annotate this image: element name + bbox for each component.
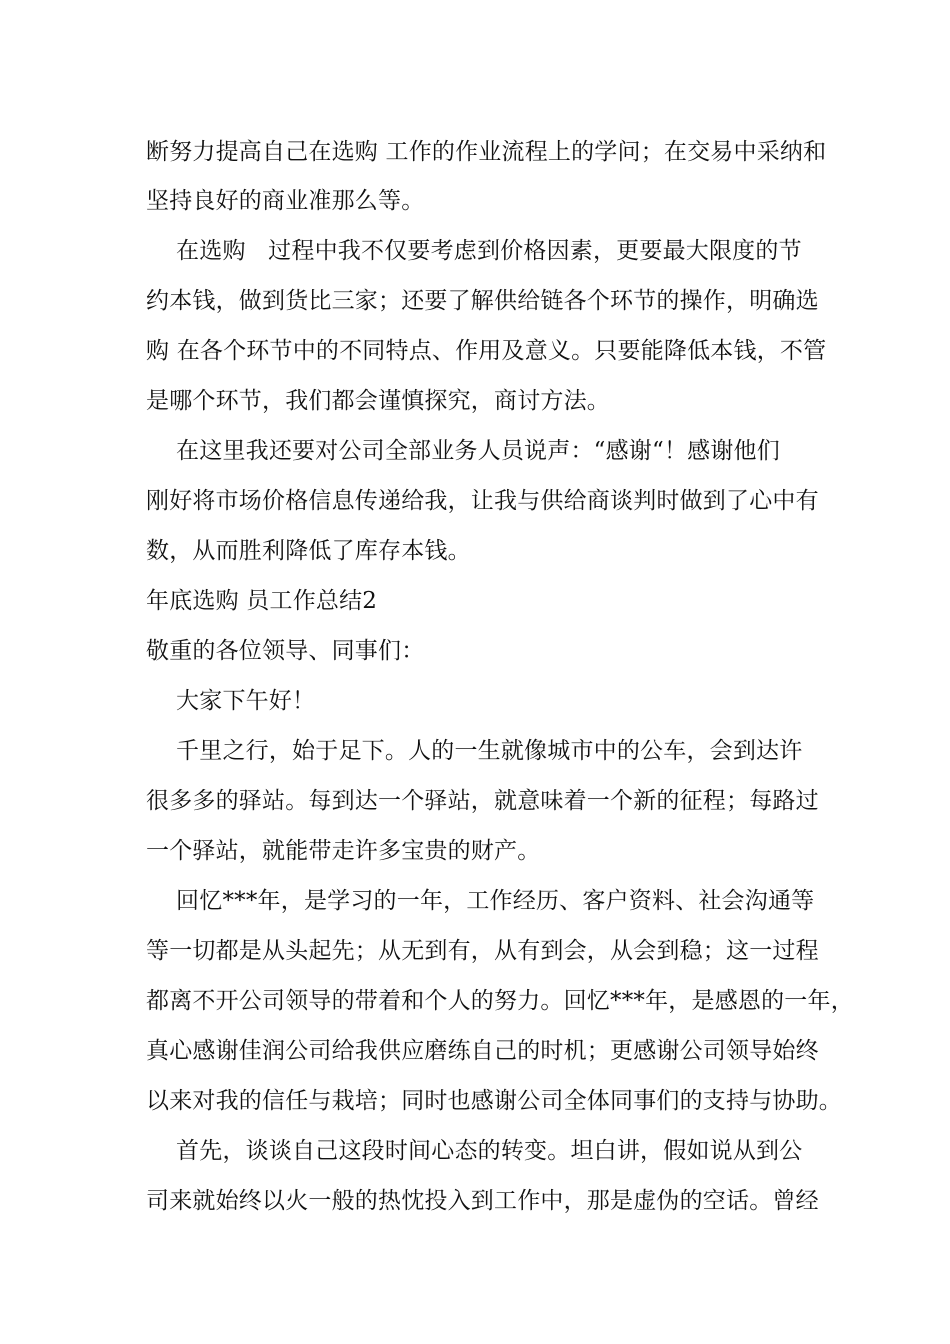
text-line: 坚持良好的商业准那么等。: [146, 188, 425, 214]
text-line: 司来就始终以火一般的热忱投入到工作中，那是虚伪的空话。曾经: [146, 1188, 819, 1214]
text-line: 首先，谈谈自己这段时间心态的转变。坦白讲，假如说从到公: [146, 1138, 803, 1164]
text-line: 数，从而胜利降低了库存本钱。: [146, 538, 471, 564]
text-line: 千里之行，始于足下。人的一生就像城市中的公车，会到达许: [146, 738, 803, 764]
text-line: 是哪个环节，我们都会谨慎探究，商讨方法。: [146, 388, 610, 414]
text-line: 很多多的驿站。每到达一个驿站，就意味着一个新的征程；每路过: [146, 788, 819, 814]
text-line: 回忆***年，是学习的一年，工作经历、客户资料、社会沟通等: [146, 888, 815, 914]
text-line: 等一切都是从头起先；从无到有，从有到会，从会到稳；这一过程: [146, 938, 819, 964]
text-line: 都离不开公司领导的带着和个人的努力。回忆***年，是感恩的一年，: [146, 988, 854, 1014]
greeting: 大家下午好！: [146, 688, 316, 714]
section-heading: 年底选购 员工作总结2: [146, 588, 378, 614]
salutation: 敬重的各位领导、同事们：: [146, 638, 425, 664]
text-line: 断努力提高自己在选购 工作的作业流程上的学问；在交易中采纳和: [146, 139, 827, 165]
text-line: 在选购 过程中我不仅要考虑到价格因素，更要最大限度的节: [146, 238, 802, 264]
text-line: 在这里我还要对公司全部业务人员说声：“感谢“！感谢他们: [146, 438, 780, 464]
text-line: 以来对我的信任与栽培；同时也感谢公司全体同事们的支持与协助。: [146, 1088, 842, 1114]
text-line: 一个驿站，就能带走许多宝贵的财产。: [146, 838, 541, 864]
text-line: 约本钱，做到货比三家；还要了解供给链各个环节的操作，明确选: [146, 288, 819, 314]
text-line: 购 在各个环节中的不同特点、作用及意义。只要能降低本钱，不管: [146, 338, 827, 364]
text-line: 刚好将市场价格信息传递给我，让我与供给商谈判时做到了心中有: [146, 488, 819, 514]
text-line: 真心感谢佳润公司给我供应磨练自己的时机；更感谢公司领导始终: [146, 1038, 819, 1064]
